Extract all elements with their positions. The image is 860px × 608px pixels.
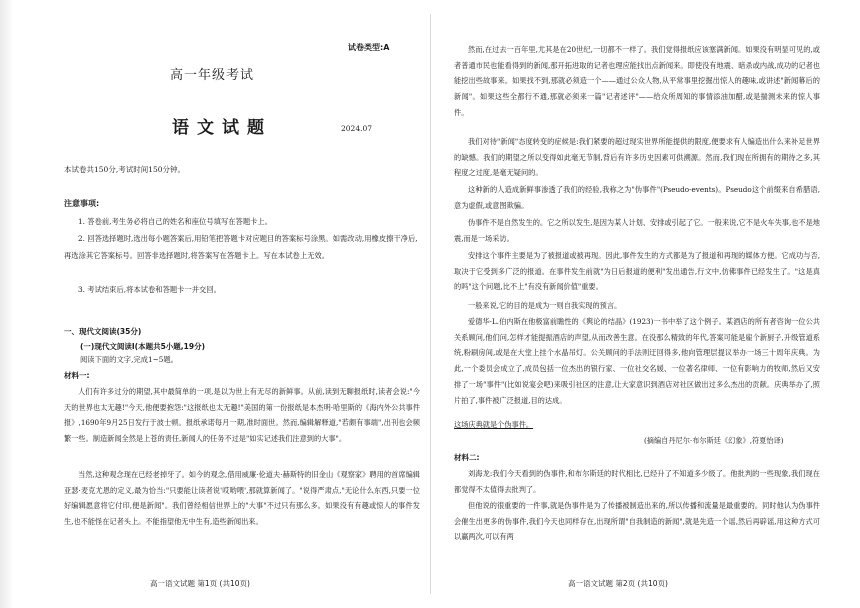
- body-paragraph: 我们对待"新闻"态度转变的症候是:我们紧要的超过现实世界所能提供的限度,便要求有人编造出什么来补足世界的缺憾。我们的期望之所以变得如此毫无节制,背后有许多历史因素可供溯源。然而,我们现在所拥有的期待之多,其程度之过度,是毫无疑问的。: [454, 137, 820, 178]
- material1-heading: 材料一:: [64, 371, 90, 380]
- body-paragraph: 安排这个事件主要是为了被报道或被再现。因此,事件发生的方式都是为了报道和再现的媒体方便。它成功与否,取决于它受到多广泛的报道。在事件发生前就"为日后报道的便利"发出通告,行文中,仿佛事件已经发生了。"这是真的吗"这个问题,比不上"有没有新闻价值"重要。: [454, 251, 820, 292]
- notes-heading: 注意事项:: [64, 199, 100, 208]
- body-paragraph: 这种新的人造成新鲜事渗透了我们的经验,我称之为"伪事件"(Pseudo-events)。Pseudo这个前缀来自希腊语,意为虚假,或意图欺骗。: [454, 185, 820, 210]
- right-page: [430, 0, 860, 608]
- note-item: 1. 答卷前,考生务必将自己的姓名和座位号填写在答题卡上。: [78, 217, 273, 226]
- material2-heading: 材料二:: [454, 453, 480, 462]
- underlined-conclusion: [454, 420, 820, 430]
- exam-date: 2024.07: [341, 124, 373, 133]
- body-paragraph: [454, 314, 820, 408]
- note-item: 2. 回答选择题时,选出每小题答案后,用铅笔把答题卡对应题目的答案标号涂黑。如需改动,用橡皮擦干净后,再选涂其它答案标号。回答非选择题时,将答案写在答题卡上。写在本试卷上无效。: [64, 234, 418, 260]
- subject-title: 语文试题: [172, 118, 272, 138]
- page-footer: 高一语文试题 第1页 (共10页): [150, 579, 250, 588]
- body-paragraph: 然而,在过去一百年里,尤其是在20世纪,一切都不一样了。我们觉得报纸应该塞满新闻。如果没有明显可见的,或者普通市民也能看得到的新闻,那开拓进取的记者也理应能找出点新闻来。即使没有地震、暗杀或内战,成功的记者也能挖出些故事来。如果找不到,那就必须造一个——通过公众人物,从平常事里挖掘出惊人的趣味,或讲述"新闻幕后的新闻"。如果这些全都行不通,那就必须来一篇"记者述评"——给众所周知的事情添油加醋,或是揣测未来的惊人事件。: [454, 45, 820, 117]
- paragraph-text: 爱德华·L.伯内斯在他极富前瞻性的《舆论的结晶》(1923)一书中举了这个例子。某酒店的所有者咨询一位公共关系顾问,他们问,怎样才能提振酒店的声望,从而改善生意。在没那么精致的年代,答案可能是雇个新厨子,升级管道系统,粉刷房间,或是在大堂上挂个水晶吊灯。公关顾问的手法则迂回得多,他向管理层提议举办一场三十周年庆典。为此,一个委员会成立了,成员包括一位杰出的银行家、一位社交名媛、一位著名律师、一位有影响力的牧师,然后又安排了一场"事件"(比如说宴会吧)来吸引社区的注意,让大家意识到酒店对社区做出过多么杰出的贡献。庆典举办了,照片拍了,事件被广泛报道,目的达成。: [454, 317, 820, 405]
- material2-paragraph: 但他说的很重要的一件事,就是伪事件是为了传播被制造出来的,所以传播和流量是最重要的。同时他认为伪事件会催生出更多的伪事件,我们今天也同样存在,出现所谓"自我制造的新闻",就是先造一个谣,然后再辟谣,用这种方式可以赢两次,可以有两: [454, 501, 820, 542]
- underlined-phrase: 这场庆典就是个伪事件。: [454, 420, 534, 429]
- exam-intro: 本试卷共150分,考试时间150分钟。: [64, 165, 186, 174]
- material2-paragraph: 刘海龙:我们今天看到的伪事件,和布尔斯廷的时代相比,已经升了不知道多少级了。他批判的一些现象,我们现在都觉得不太值得去批判了。: [454, 469, 820, 494]
- subsection-heading: (一)现代文阅读Ⅰ(本题共5小题,19分): [80, 342, 206, 351]
- body-paragraph: 伪事件不是自然发生的。它之所以发生,是因为某人计划、安排或引起了它。一般来说,它不是火车失事,也不是地震,而是一场采访。: [454, 218, 820, 243]
- note-item: 3. 考试结束后,将本试卷和答题卡一并交回。: [78, 285, 221, 294]
- page-footer: 高一语文试题 第2页 (共10页): [568, 579, 668, 588]
- material1-paragraph: 人们有许多过分的期望,其中最简单的一项,是以为世上有无尽的新鲜事。从前,读到无聊报纸时,读者会说:"今天的世界也太无趣!"今天,他便要抱怨:"这报纸也太无趣!"美国的第一份报纸是本杰明·哈里斯的《海内外公共事件报》,1690年9月25日发行于波士顿。报纸承诺每月一期,准时面世。然而,编辑解释道,"若颇有事端",出刊也会频繁一些。制造新闻全然是上苍的责任,新闻人的任务不过是"如实记述我们注意到的大事"。: [64, 387, 420, 444]
- material1-paragraph: 当然,这种观念现在已经老掉牙了。如今的观念,借用威廉·伦道夫·赫斯特的旧金山《观察家》聘用的首席编辑亚瑟·麦克尤恩的定义,最为恰当:"只要能让读者说'哎哟喂',那就算新闻了。"说得严肃点,"无论什么东西,只要一位好编辑愿意将它付印,便是新闻"。我们曾经相信世界上的"大事"不过只有那么多。如果没有有趣或惊人的事件发生,也不能怪在记者头上。不能指望他无中生有,造些新闻出来。: [64, 470, 420, 527]
- body-paragraph: 一般来说,它的目的是成为一则自我实现的预言。: [468, 301, 622, 310]
- section-heading: 一、现代文阅读(35分): [64, 327, 142, 336]
- reading-instruction: 阅读下面的文字,完成1~5题。: [80, 355, 178, 364]
- grade-title: 高一年级考试: [170, 68, 255, 83]
- source-attribution: (摘编自丹尼尔·布尔斯廷《幻象》,符夏怡译): [644, 436, 784, 445]
- exam-type-label: 试卷类型:A: [348, 43, 390, 52]
